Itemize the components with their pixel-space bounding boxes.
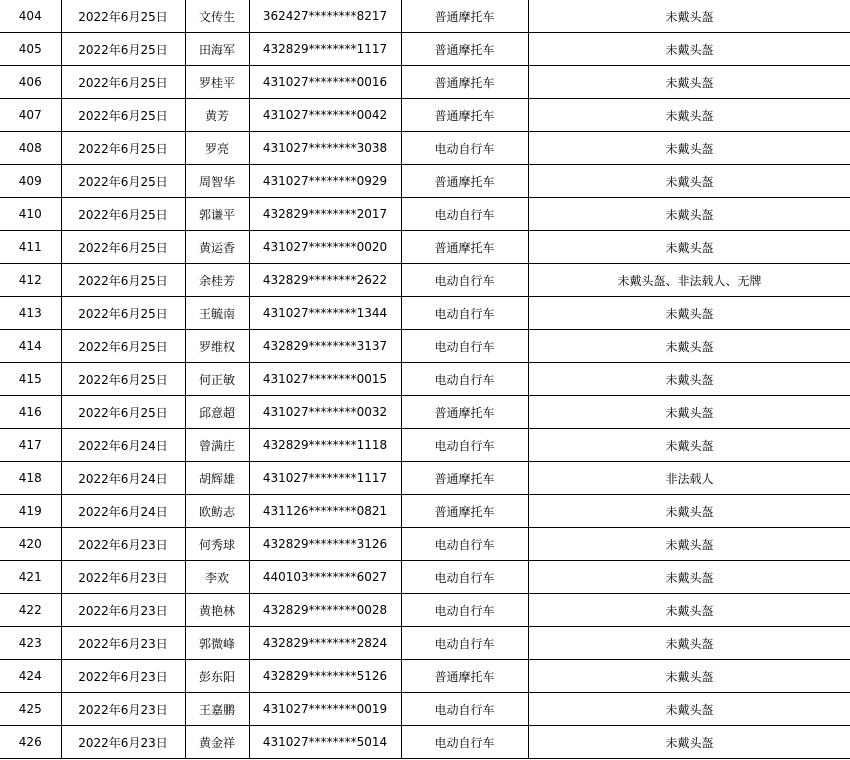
- cell-vehicle-type: 普通摩托车: [401, 0, 528, 33]
- cell-vehicle-type: 普通摩托车: [401, 33, 528, 66]
- cell-vehicle-type: 普通摩托车: [401, 462, 528, 495]
- cell-id-number: 431027********1117: [249, 462, 401, 495]
- cell-violation: 未戴头盔: [528, 99, 850, 132]
- cell-id-number: 432829********2824: [249, 627, 401, 660]
- cell-name: 罗桂平: [185, 66, 249, 99]
- cell-violation: 未戴头盔、非法载人、无牌: [528, 264, 850, 297]
- cell-date: 2022年6月25日: [61, 264, 185, 297]
- cell-id-number: 362427********8217: [249, 0, 401, 33]
- cell-violation: 未戴头盔: [528, 66, 850, 99]
- cell-violation: 未戴头盔: [528, 726, 850, 759]
- cell-date: 2022年6月25日: [61, 231, 185, 264]
- cell-violation: 未戴头盔: [528, 330, 850, 363]
- cell-violation: 未戴头盔: [528, 165, 850, 198]
- table-row: [0, 726, 850, 759]
- cell-serial-number: 420: [0, 528, 61, 561]
- cell-id-number: 431126********0821: [249, 495, 401, 528]
- cell-date: 2022年6月23日: [61, 528, 185, 561]
- cell-violation: 未戴头盔: [528, 528, 850, 561]
- table-row: [0, 66, 850, 99]
- cell-date: 2022年6月24日: [61, 462, 185, 495]
- cell-name: 王毓南: [185, 297, 249, 330]
- cell-date: 2022年6月23日: [61, 660, 185, 693]
- table-row: [0, 264, 850, 297]
- cell-violation: 未戴头盔: [528, 561, 850, 594]
- cell-name: 邱意超: [185, 396, 249, 429]
- cell-violation: 未戴头盔: [528, 693, 850, 726]
- cell-id-number: 431027********0015: [249, 363, 401, 396]
- cell-serial-number: 411: [0, 231, 61, 264]
- cell-date: 2022年6月25日: [61, 132, 185, 165]
- table-row: [0, 99, 850, 132]
- table-row: [0, 495, 850, 528]
- cell-name: 黄芳: [185, 99, 249, 132]
- cell-serial-number: 410: [0, 198, 61, 231]
- cell-id-number: 440103********6027: [249, 561, 401, 594]
- cell-name: 黄金祥: [185, 726, 249, 759]
- cell-name: 郭微峰: [185, 627, 249, 660]
- table-row: [0, 561, 850, 594]
- cell-vehicle-type: 电动自行车: [401, 726, 528, 759]
- cell-name: 余桂芳: [185, 264, 249, 297]
- cell-violation: 未戴头盔: [528, 627, 850, 660]
- cell-id-number: 431027********1344: [249, 297, 401, 330]
- cell-name: 周智华: [185, 165, 249, 198]
- cell-date: 2022年6月23日: [61, 726, 185, 759]
- table-row: [0, 396, 850, 429]
- cell-date: 2022年6月25日: [61, 297, 185, 330]
- cell-date: 2022年6月25日: [61, 330, 185, 363]
- cell-vehicle-type: 电动自行车: [401, 132, 528, 165]
- cell-serial-number: 419: [0, 495, 61, 528]
- cell-serial-number: 408: [0, 132, 61, 165]
- cell-date: 2022年6月25日: [61, 33, 185, 66]
- cell-name: 田海军: [185, 33, 249, 66]
- cell-serial-number: 409: [0, 165, 61, 198]
- cell-date: 2022年6月23日: [61, 693, 185, 726]
- cell-vehicle-type: 电动自行车: [401, 561, 528, 594]
- cell-vehicle-type: 普通摩托车: [401, 231, 528, 264]
- cell-vehicle-type: 电动自行车: [401, 297, 528, 330]
- cell-id-number: 431027********0042: [249, 99, 401, 132]
- cell-serial-number: 426: [0, 726, 61, 759]
- cell-serial-number: 414: [0, 330, 61, 363]
- table-row: [0, 528, 850, 561]
- table-row: [0, 165, 850, 198]
- table-row: [0, 429, 850, 462]
- cell-name: 曾满庄: [185, 429, 249, 462]
- cell-id-number: 432829********5126: [249, 660, 401, 693]
- cell-vehicle-type: 电动自行车: [401, 429, 528, 462]
- cell-name: 欧鲂志: [185, 495, 249, 528]
- cell-date: 2022年6月24日: [61, 429, 185, 462]
- cell-id-number: 432829********3137: [249, 330, 401, 363]
- cell-violation: 未戴头盔: [528, 33, 850, 66]
- cell-name: 何秀球: [185, 528, 249, 561]
- cell-vehicle-type: 普通摩托车: [401, 99, 528, 132]
- cell-serial-number: 418: [0, 462, 61, 495]
- cell-vehicle-type: 普通摩托车: [401, 495, 528, 528]
- table-row: [0, 627, 850, 660]
- table-row: [0, 330, 850, 363]
- table-row: [0, 231, 850, 264]
- cell-serial-number: 407: [0, 99, 61, 132]
- cell-vehicle-type: 电动自行车: [401, 693, 528, 726]
- table-row: [0, 594, 850, 627]
- cell-vehicle-type: 普通摩托车: [401, 66, 528, 99]
- cell-vehicle-type: 普通摩托车: [401, 165, 528, 198]
- cell-vehicle-type: 电动自行车: [401, 594, 528, 627]
- table-row: [0, 198, 850, 231]
- cell-id-number: 431027********0020: [249, 231, 401, 264]
- cell-vehicle-type: 电动自行车: [401, 264, 528, 297]
- cell-violation: 未戴头盔: [528, 198, 850, 231]
- cell-date: 2022年6月24日: [61, 495, 185, 528]
- cell-name: 胡辉雄: [185, 462, 249, 495]
- cell-name: 文传生: [185, 0, 249, 33]
- cell-name: 彭东阳: [185, 660, 249, 693]
- cell-violation: 未戴头盔: [528, 429, 850, 462]
- cell-name: 李欢: [185, 561, 249, 594]
- cell-id-number: 432829********1117: [249, 33, 401, 66]
- cell-serial-number: 424: [0, 660, 61, 693]
- cell-name: 郭谦平: [185, 198, 249, 231]
- cell-date: 2022年6月23日: [61, 627, 185, 660]
- cell-id-number: 432829********2017: [249, 198, 401, 231]
- cell-id-number: 431027********0016: [249, 66, 401, 99]
- cell-violation: 非法载人: [528, 462, 850, 495]
- cell-violation: 未戴头盔: [528, 0, 850, 33]
- cell-id-number: 431027********0019: [249, 693, 401, 726]
- cell-date: 2022年6月25日: [61, 396, 185, 429]
- cell-serial-number: 417: [0, 429, 61, 462]
- cell-name: 罗维权: [185, 330, 249, 363]
- cell-vehicle-type: 普通摩托车: [401, 660, 528, 693]
- cell-id-number: 431027********5014: [249, 726, 401, 759]
- cell-serial-number: 425: [0, 693, 61, 726]
- cell-violation: 未戴头盔: [528, 231, 850, 264]
- cell-id-number: 432829********3126: [249, 528, 401, 561]
- table-row: [0, 0, 850, 33]
- cell-date: 2022年6月25日: [61, 165, 185, 198]
- cell-violation: 未戴头盔: [528, 297, 850, 330]
- cell-vehicle-type: 电动自行车: [401, 627, 528, 660]
- cell-vehicle-type: 普通摩托车: [401, 396, 528, 429]
- cell-name: 王嘉鹏: [185, 693, 249, 726]
- cell-vehicle-type: 电动自行车: [401, 363, 528, 396]
- cell-id-number: 431027********0929: [249, 165, 401, 198]
- cell-date: 2022年6月23日: [61, 561, 185, 594]
- cell-vehicle-type: 电动自行车: [401, 528, 528, 561]
- cell-violation: 未戴头盔: [528, 495, 850, 528]
- table-row: [0, 132, 850, 165]
- cell-id-number: 431027********3038: [249, 132, 401, 165]
- cell-serial-number: 421: [0, 561, 61, 594]
- cell-id-number: 432829********2622: [249, 264, 401, 297]
- cell-serial-number: 416: [0, 396, 61, 429]
- cell-id-number: 432829********0028: [249, 594, 401, 627]
- cell-serial-number: 415: [0, 363, 61, 396]
- cell-id-number: 431027********0032: [249, 396, 401, 429]
- cell-serial-number: 406: [0, 66, 61, 99]
- table-row: [0, 297, 850, 330]
- cell-violation: 未戴头盔: [528, 660, 850, 693]
- cell-date: 2022年6月25日: [61, 99, 185, 132]
- cell-id-number: 432829********1118: [249, 429, 401, 462]
- cell-serial-number: 413: [0, 297, 61, 330]
- cell-vehicle-type: 电动自行车: [401, 198, 528, 231]
- cell-violation: 未戴头盔: [528, 396, 850, 429]
- cell-date: 2022年6月25日: [61, 363, 185, 396]
- cell-date: 2022年6月25日: [61, 0, 185, 33]
- cell-violation: 未戴头盔: [528, 132, 850, 165]
- cell-name: 黄艳林: [185, 594, 249, 627]
- cell-vehicle-type: 电动自行车: [401, 330, 528, 363]
- table-row: [0, 33, 850, 66]
- cell-serial-number: 422: [0, 594, 61, 627]
- cell-date: 2022年6月25日: [61, 198, 185, 231]
- cell-violation: 未戴头盔: [528, 363, 850, 396]
- table-row: [0, 660, 850, 693]
- cell-name: 黄运香: [185, 231, 249, 264]
- cell-name: 何正敏: [185, 363, 249, 396]
- cell-serial-number: 405: [0, 33, 61, 66]
- table-row: [0, 363, 850, 396]
- cell-date: 2022年6月23日: [61, 594, 185, 627]
- cell-violation: 未戴头盔: [528, 594, 850, 627]
- cell-name: 罗亮: [185, 132, 249, 165]
- cell-date: 2022年6月25日: [61, 66, 185, 99]
- cell-serial-number: 412: [0, 264, 61, 297]
- cell-serial-number: 423: [0, 627, 61, 660]
- table-row: [0, 462, 850, 495]
- table-row: [0, 693, 850, 726]
- cell-serial-number: 404: [0, 0, 61, 33]
